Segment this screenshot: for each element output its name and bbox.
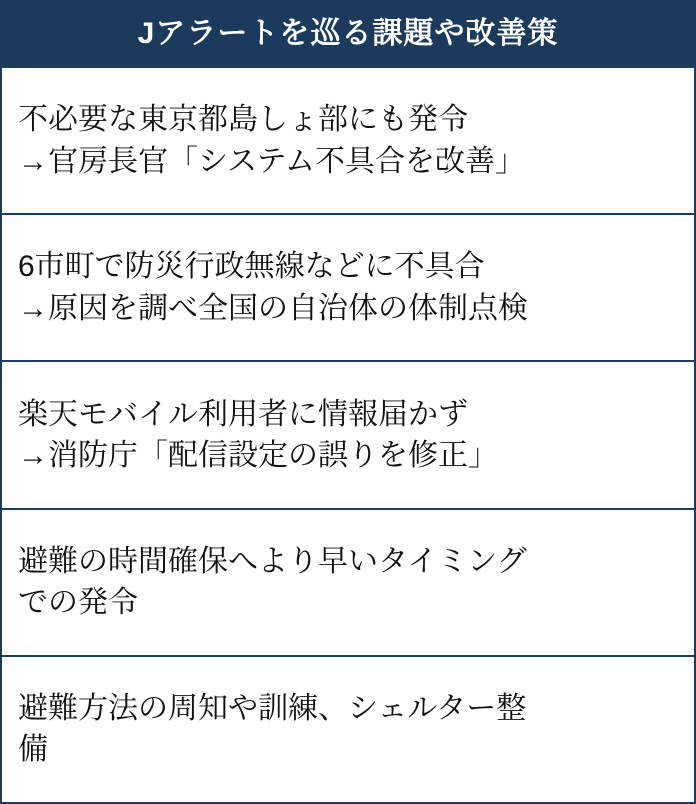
row-line-secondary: →原因を調べ全国の自治体の体制点検 bbox=[18, 291, 528, 325]
table-row bbox=[2, 215, 694, 362]
table-row bbox=[2, 657, 694, 802]
table-row bbox=[2, 68, 694, 215]
table-body bbox=[0, 68, 696, 804]
table-title: Jアラートを巡る課題や改善策 bbox=[0, 0, 696, 68]
row-line-secondary: 備 bbox=[18, 733, 48, 767]
row-line-secondary: →消防庁「配信設定の誤りを修正」 bbox=[18, 439, 498, 472]
row-line-primary: 6市町で防災行政無線などに不具合 bbox=[18, 250, 485, 284]
row-line-primary: 避難方法の周知や訓練、シェルター整 bbox=[18, 692, 527, 726]
row-line-secondary: での発令 bbox=[18, 586, 138, 620]
row-line-primary: 不必要な東京都島しょ部にも発令 bbox=[18, 103, 468, 137]
row-line-primary: 避難の時間確保へより早いタイミング bbox=[18, 544, 527, 578]
table-row bbox=[2, 510, 694, 657]
table-row bbox=[2, 362, 694, 509]
row-line-secondary: →官房長官「システム不具合を改善」 bbox=[18, 144, 525, 178]
row-line-primary: 楽天モバイル利用者に情報届かず bbox=[18, 397, 468, 431]
